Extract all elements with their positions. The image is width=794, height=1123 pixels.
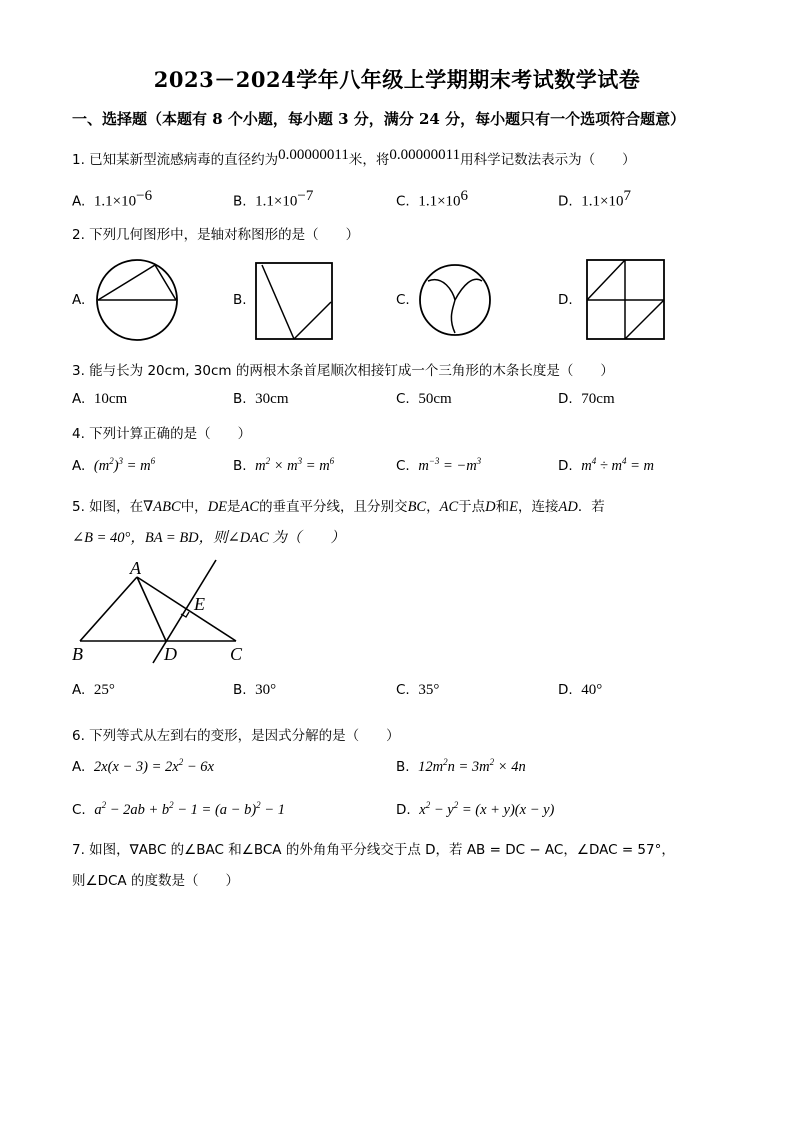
q6-option-b — [396, 757, 526, 776]
q1-option-b — [233, 188, 313, 211]
option-letter: B. — [233, 391, 247, 407]
option-value: 70cm — [581, 391, 615, 407]
q5-math: D — [485, 499, 496, 515]
q3-option-b — [233, 391, 288, 408]
q5-text: ，连接 — [517, 499, 559, 515]
option-exponent: 6 — [460, 188, 469, 204]
q1-mid: 米，将 — [348, 152, 390, 168]
q5-triangle-figure — [70, 555, 260, 667]
q6-formula-b: $12m^2n = 3m^2 \times 4n$ — [418, 757, 526, 775]
q5-text: 和 — [495, 499, 510, 515]
q5-text: ， — [426, 499, 440, 515]
question-6: 6. 下列等式从左到右的变形，是因式分解的是（ ） — [72, 728, 400, 744]
q6-option-c — [72, 800, 285, 819]
q6-formula-c: $a^2 - 2ab + b^2 - 1 = (a - b)^2 - 1$ — [94, 800, 285, 818]
q6-option-a — [72, 757, 214, 776]
question-1 — [72, 148, 636, 169]
option-value: 35° — [418, 682, 440, 698]
question-7-line-1: 7. 如图，∇ABC 的∠BAC 和∠BCA 的外角角平分线交于点 D，若 AB = DC − AC，∠DAC = 57°， — [72, 842, 675, 858]
q6-option-d — [396, 800, 554, 819]
q5-text: 中， — [180, 499, 208, 515]
q5-option-d — [558, 682, 602, 699]
option-letter: C. — [72, 801, 86, 818]
q2-figure-b-square — [254, 261, 334, 341]
q5-math: AC — [439, 499, 459, 515]
vertex-label-d: D — [164, 644, 177, 664]
option-letter: B. — [233, 457, 247, 474]
q5-text: 是 — [227, 499, 241, 515]
q5-math: E — [509, 499, 518, 515]
option-value: 30cm — [255, 391, 289, 407]
q6-formula-d: $x^2 - y^2 = (x + y)(x - y)$ — [419, 800, 555, 818]
q2-option-c-label: C. — [396, 292, 410, 308]
q5-option-c — [396, 682, 439, 699]
q1-number-2: 0.00000011 — [389, 147, 461, 163]
q2-figure-a-circle-chord — [95, 258, 179, 342]
section-heading: 一、选择题（本题有 8 个小题，每小题 3 分，满分 24 分，每小题只有一个选项符合题意） — [72, 110, 686, 128]
q4-option-d — [558, 456, 654, 475]
q1-option-c — [396, 188, 468, 211]
option-letter: A. — [72, 758, 86, 775]
option-letter: A. — [72, 391, 86, 407]
option-value: 1.1×10 — [255, 193, 298, 210]
q1-option-d — [558, 188, 631, 211]
option-letter: D. — [558, 391, 573, 407]
q5-math: AC — [240, 499, 260, 515]
option-value: 10cm — [93, 391, 128, 407]
option-value: 50cm — [418, 391, 452, 407]
question-2: 2. 下列几何图形中，是轴对称图形的是（ ） — [72, 227, 360, 243]
question-5-line-2: ∠B = 40°，BA = BD，则∠DAC 为（ ） — [72, 530, 345, 546]
question-7-line-2: 则∠DCA 的度数是（ ） — [72, 873, 239, 889]
q5-option-a — [72, 682, 115, 699]
option-value: 1.1×10 — [418, 193, 461, 210]
q1-option-a — [72, 188, 152, 211]
question-5-line-1 — [72, 495, 605, 516]
q3-option-c — [396, 391, 452, 408]
q4-option-c — [396, 456, 481, 475]
vertex-label-c: C — [230, 644, 243, 664]
option-value: 1.1×10 — [581, 193, 624, 210]
q2-option-d-label: D. — [558, 292, 573, 308]
q4-formula-a: $(m^2)^3 = m^6$ — [93, 456, 156, 474]
q5-option-b — [233, 682, 276, 699]
option-letter: D. — [558, 682, 573, 698]
option-letter: C. — [396, 391, 410, 407]
option-value: 30° — [255, 682, 277, 698]
q5-math: AD — [558, 499, 578, 515]
q4-formula-b: $m^2 \times m^3 = m^6$ — [255, 456, 335, 474]
option-letter: A. — [72, 193, 86, 210]
option-value: 1.1×10 — [93, 193, 137, 210]
q4-option-b — [233, 456, 334, 475]
vertex-label-a: A — [130, 558, 141, 578]
q3-option-a — [72, 391, 127, 408]
option-value: 25° — [93, 682, 115, 698]
q5-text: 于点 — [458, 499, 486, 515]
option-letter: C. — [396, 457, 410, 474]
option-letter: C. — [396, 682, 410, 698]
q2-figure-d-grid — [585, 258, 667, 342]
option-letter: D. — [558, 193, 573, 210]
vertex-label-e: E — [194, 594, 205, 614]
question-4: 4. 下列计算正确的是（ ） — [72, 426, 252, 442]
q1-prefix: 1. 已知某新型流感病毒的直径约为 — [72, 152, 279, 168]
q2-option-a-label: A. — [72, 292, 86, 308]
option-letter: D. — [396, 801, 411, 818]
q5-math: DE — [207, 499, 228, 515]
q5-math: ∇ABC — [143, 499, 181, 515]
option-value: 40° — [581, 682, 603, 698]
option-letter: B. — [233, 193, 247, 210]
q2-option-b-label: B. — [233, 292, 247, 308]
exam-title: 2023－2024学年八年级上学期期末考试数学试卷 — [153, 67, 641, 92]
option-exponent: −6 — [136, 188, 153, 204]
q4-option-a — [72, 456, 155, 475]
option-letter: B. — [233, 682, 247, 698]
q5-text: 5. 如图，在 — [72, 499, 144, 515]
q5-text: ．若 — [577, 499, 605, 515]
q3-option-d — [558, 391, 615, 408]
option-exponent: −7 — [297, 188, 314, 204]
q2-figure-c-yin-circle — [418, 263, 492, 337]
vertex-label-b: B — [72, 644, 83, 664]
q5-text: 的垂直平分线，且分别交 — [259, 499, 408, 515]
q5-math: BC — [407, 499, 427, 515]
option-exponent: 7 — [623, 188, 631, 204]
q4-formula-d: $m^4 \div m^4 = m$ — [581, 456, 654, 474]
q4-formula-c: $m^{-3} = -m^3$ — [418, 456, 482, 474]
option-letter: A. — [72, 457, 86, 474]
option-letter: D. — [558, 457, 573, 474]
option-letter: C. — [396, 193, 410, 210]
question-3: 3. 能与长为 20cm, 30cm 的两根木条首尾顺次相接钉成一个三角形的木条长度是（ ） — [72, 363, 614, 379]
q1-suffix: 用科学记数法表示为（ ） — [460, 152, 636, 168]
option-letter: B. — [396, 758, 410, 775]
q1-number-1: 0.00000011 — [278, 147, 349, 163]
option-letter: A. — [72, 682, 86, 698]
q6-formula-a: $2x(x - 3) = 2x^2 - 6x$ — [93, 757, 214, 775]
